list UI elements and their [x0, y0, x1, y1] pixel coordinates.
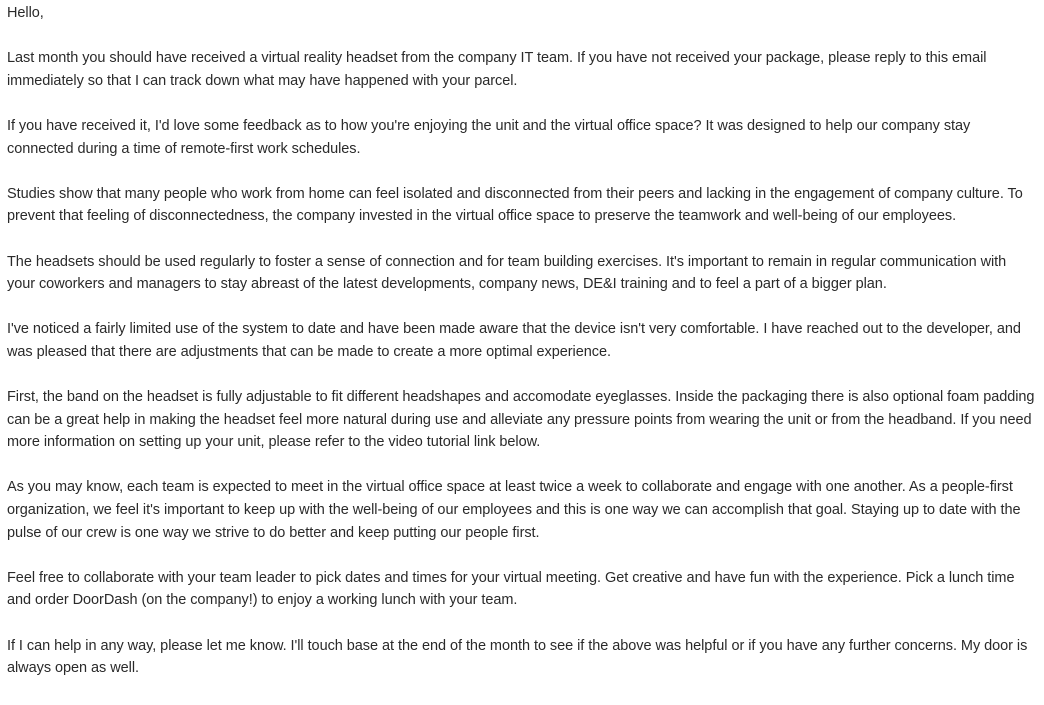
paragraph-headset-delivery: Last month you should have received a virtual reality headset from the company IT team. If you have not received your package, please reply to this email immediately so that I can track down what may have happened with your parcel.: [7, 50, 987, 89]
paragraph-isolation-studies: Studies show that many people who work from home can feel isolated and disconnected from their peers and lacking in the engagement of company culture. To prevent that feeling of disconnectedness, the company invested in the virtual office space to preserve the teamwork and well-being of our employees.: [7, 185, 1023, 225]
paragraph-scheduling: Feel free to collaborate with your team leader to pick dates and times for your virtual meeting. Get creative and have fun with the experience. Pick a lunch time and order DoorDash (on the company!) to enjoy a working lunch with your team.: [7, 569, 1015, 609]
paragraph-adjustments: First, the band on the headset is fully adjustable to fit different headshapes and accomodate eyeglasses. Inside the packaging there is also optional foam padding can be a great help in making the headset feel more natural during use and alleviate any pressure points from wearing the unit or from the headband. If you need more information on setting up your unit, please refer to the video tutorial link below.: [7, 389, 1035, 451]
paragraph-feedback-request: If you have received it, I'd love some feedback as to how you're enjoying the unit and the virtual office space? It was designed to help our company stay connected during a time of remote-first work schedules.: [7, 117, 971, 157]
paragraph-regular-use: The headsets should be used regularly to foster a sense of connection and for team building exercises. It's important to remain in regular communication with your coworkers and managers to stay abreast of the latest developments, company news, DE&I training and to feel a part of a bigger plan.: [7, 253, 1007, 293]
paragraph-closing: If I can help in any way, please let me know. I'll touch base at the end of the month to see if the above was helpful or if you have any further concerns. My door is always open as well.: [7, 637, 1028, 677]
paragraph-team-meetings: As you may know, each team is expected to meet in the virtual office space at least twice a week to collaborate and engage with one another. As a people-first organization, we feel it's important to keep up with the well-being of our employees and this is one way we can accomplish that goal. Staying up to date with the pulse of our crew is one way we strive to do better and keep putting our people first.: [7, 479, 1021, 541]
paragraph-comfort-issues: I've noticed a fairly limited use of the system to date and have been made aware that the device isn't very comfortable. I have reached out to the developer, and was pleased that there are adjustments that can be made to create a more optimal experience.: [7, 321, 1021, 360]
email-greeting: Hello,: [7, 5, 44, 21]
